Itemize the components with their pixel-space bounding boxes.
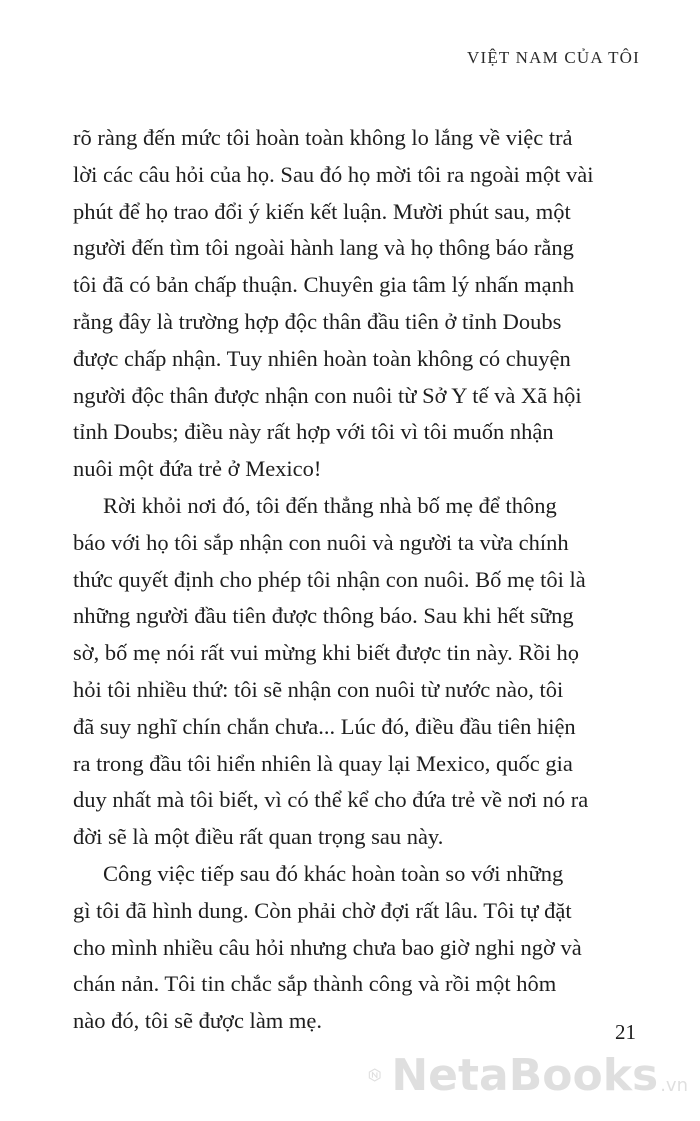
text-line: hỏi tôi nhiều thứ: tôi sẽ nhận con nuôi từ nước nào, tôi	[73, 676, 564, 702]
watermark	[368, 1040, 688, 1110]
page-number: 21	[615, 1020, 636, 1044]
text-line: báo với họ tôi sắp nhận con nuôi và người ta vừa chính	[73, 529, 569, 555]
text-line: người độc thân được nhận con nuôi từ Sở Y tế và Xã hội	[73, 382, 582, 408]
text-line: nào đó, tôi sẽ được làm mẹ.	[73, 1008, 323, 1034]
text-line: duy nhất mà tôi biết, vì có thể kể cho đứa trẻ về nơi nó ra	[73, 787, 589, 813]
watermark-suffix: .vn	[660, 1075, 688, 1096]
text-line: ra trong đầu tôi hiển nhiên là quay lại Mexico, quốc gia	[73, 750, 573, 776]
netabooks-logo-icon	[368, 1045, 381, 1105]
text-line: đời sẽ là một điều rất quan trọng sau này.	[73, 824, 444, 850]
text-line: Công việc tiếp sau đó khác hoàn toàn so với những	[103, 860, 564, 886]
text-line: được chấp nhận. Tuy nhiên hoàn toàn không có chuyện	[73, 345, 571, 371]
watermark-brand: NetaBooks	[391, 1049, 659, 1101]
text-line: những người đầu tiên được thông báo. Sau khi hết sững	[73, 603, 574, 629]
text-line: phút để họ trao đổi ý kiến kết luận. Mười phút sau, một	[73, 198, 571, 224]
text-line: chán nản. Tôi tin chắc sắp thành công và rồi một hôm	[73, 971, 557, 997]
text-line: thức quyết định cho phép tôi nhận con nuôi. Bố mẹ tôi là	[73, 566, 586, 592]
running-title: VIỆT NAM CỦA TÔI	[467, 48, 640, 67]
text-line: đã suy nghĩ chín chắn chưa... Lúc đó, điều đầu tiên hiện	[73, 713, 576, 739]
text-line: người đến tìm tôi ngoài hành lang và họ thông báo rằng	[73, 235, 574, 261]
text-line: gì tôi đã hình dung. Còn phải chờ đợi rất lâu. Tôi tự đặt	[73, 897, 572, 923]
text-line: nuôi một đứa trẻ ở Mexico!	[73, 456, 322, 482]
text-line: Rời khỏi nơi đó, tôi đến thẳng nhà bố mẹ để thông	[103, 492, 557, 518]
text-line: lời các câu hỏi của họ. Sau đó họ mời tôi ra ngoài một vài	[73, 161, 594, 187]
text-line: tỉnh Doubs; điều này rất hợp với tôi vì tôi muốn nhận	[73, 419, 554, 445]
text-line: tôi đã có bản chấp thuận. Chuyên gia tâm lý nhấn mạnh	[73, 272, 575, 298]
text-line: rõ ràng đến mức tôi hoàn toàn không lo lắng về việc trả	[73, 125, 573, 150]
text-line: rằng đây là trường hợp độc thân đầu tiên ở tỉnh Doubs	[73, 308, 562, 334]
text-line: sờ, bố mẹ nói rất vui mừng khi biết được tin này. Rồi họ	[73, 640, 580, 666]
text-line: cho mình nhiều câu hỏi nhưng chưa bao giờ nghi ngờ và	[73, 934, 582, 960]
body-text	[73, 120, 643, 1040]
